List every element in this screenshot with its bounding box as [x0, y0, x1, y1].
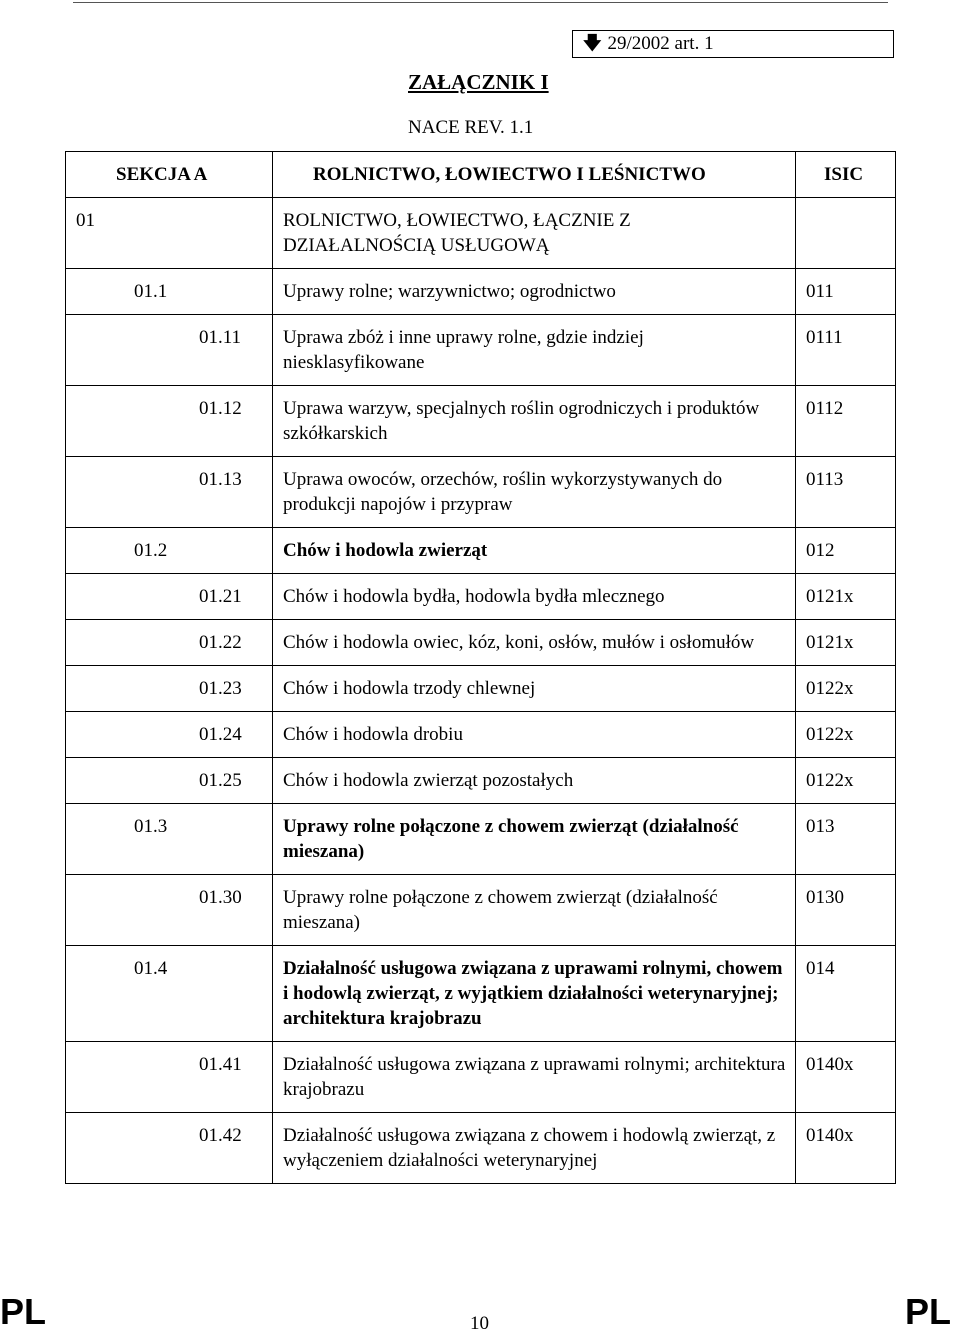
nace-code: 01.24 — [199, 724, 242, 745]
isic-code: 012 — [796, 528, 896, 574]
activity-description: Chów i hodowla bydła, hodowla bydła mlecznego — [273, 574, 796, 620]
nace-code: 01.2 — [134, 540, 168, 561]
activity-description: Chów i hodowla drobiu — [273, 712, 796, 758]
isic-code: 011 — [796, 269, 896, 315]
section-code: SEKCJA A — [116, 164, 208, 185]
code-cell — [66, 457, 273, 528]
activity-description: Uprawy rolne połączone z chowem zwierząt (działalność mieszana) — [273, 804, 796, 875]
table-row — [66, 875, 896, 946]
nace-code: 01.4 — [134, 958, 168, 979]
code-cell — [66, 198, 273, 269]
activity-description: Uprawa owoców, orzechów, roślin wykorzystywanych do produkcji napojów i przypraw — [273, 457, 796, 528]
classification-version: NACE REV. 1.1 — [408, 117, 534, 138]
nace-code: 01.41 — [199, 1054, 242, 1075]
activity-description: Chów i hodowla owiec, kóz, koni, osłów, mułów i osłomułów — [273, 620, 796, 666]
page-number: 10 — [470, 1313, 489, 1334]
isic-code: 0122x — [796, 666, 896, 712]
nace-code: 01.12 — [199, 398, 242, 419]
top-rule — [73, 2, 888, 3]
code-cell — [66, 666, 273, 712]
activity-description: Chów i hodowla zwierząt pozostałych — [273, 758, 796, 804]
table-row — [66, 574, 896, 620]
nace-code: 01.25 — [199, 770, 242, 791]
code-cell — [66, 528, 273, 574]
nace-classification-table — [65, 151, 896, 1184]
isic-code: 0140x — [796, 1042, 896, 1113]
table-row — [66, 269, 896, 315]
isic-code: 014 — [796, 946, 896, 1042]
code-cell — [66, 758, 273, 804]
amendment-reference-text: 29/2002 art. 1 — [607, 33, 714, 54]
code-cell — [66, 804, 273, 875]
isic-code: 0111 — [796, 315, 896, 386]
code-cell — [66, 875, 273, 946]
nace-code: 01.30 — [199, 887, 242, 908]
table-row — [66, 198, 896, 269]
footer-language-right: PL — [905, 1291, 952, 1332]
code-cell — [66, 946, 273, 1042]
isic-code: 0112 — [796, 386, 896, 457]
code-cell — [66, 269, 273, 315]
nace-code: 01.22 — [199, 632, 242, 653]
table-row — [66, 1113, 896, 1184]
nace-code: 01.3 — [134, 816, 168, 837]
table-row — [66, 528, 896, 574]
isic-code: 0130 — [796, 875, 896, 946]
annex-title: ZAŁĄCZNIK I — [408, 70, 549, 94]
isic-code: 0121x — [796, 574, 896, 620]
isic-code: 0121x — [796, 620, 896, 666]
code-cell — [66, 1113, 273, 1184]
activity-description: Chów i hodowla zwierząt — [273, 528, 796, 574]
activity-description: Działalność usługowa związana z uprawami rolnymi, chowem i hodowlą zwierząt, z wyjątkiem działalności weterynaryjnej; architektura krajobrazu — [273, 946, 796, 1042]
table-header-row — [66, 152, 896, 198]
table-row — [66, 315, 896, 386]
footer-language-left: PL — [0, 1291, 47, 1332]
code-cell — [66, 315, 273, 386]
activity-description: Działalność usługowa związana z chowem i hodowlą zwierząt, z wyłączeniem działalności weterynaryjnej — [273, 1113, 796, 1184]
section-code-cell — [66, 152, 273, 198]
activity-description: Uprawy rolne połączone z chowem zwierząt (działalność mieszana) — [273, 875, 796, 946]
table-row — [66, 666, 896, 712]
table-row — [66, 620, 896, 666]
code-cell — [66, 1042, 273, 1113]
amendment-reference — [572, 30, 894, 58]
isic-code: 0122x — [796, 758, 896, 804]
activity-description: ROLNICTWO, ŁOWIECTWO, ŁĄCZNIE Z DZIAŁALNOŚCIĄ USŁUGOWĄ — [273, 198, 796, 269]
isic-code — [796, 198, 896, 269]
section-title: ROLNICTWO, ŁOWIECTWO I LEŚNICTWO — [273, 152, 796, 198]
isic-header: ISIC — [796, 152, 896, 198]
isic-code: 0122x — [796, 712, 896, 758]
activity-description: Chów i hodowla trzody chlewnej — [273, 666, 796, 712]
table-row — [66, 386, 896, 457]
isic-code: 013 — [796, 804, 896, 875]
nace-code: 01 — [76, 210, 95, 231]
isic-code: 0140x — [796, 1113, 896, 1184]
table-row — [66, 804, 896, 875]
table-row — [66, 1042, 896, 1113]
table-row — [66, 457, 896, 528]
table-row — [66, 946, 896, 1042]
table-row — [66, 712, 896, 758]
nace-code: 01.23 — [199, 678, 242, 699]
activity-description: Działalność usługowa związana z uprawami rolnymi; architektura krajobrazu — [273, 1042, 796, 1113]
code-cell — [66, 574, 273, 620]
code-cell — [66, 620, 273, 666]
nace-code: 01.1 — [134, 281, 168, 302]
nace-code: 01.11 — [199, 327, 242, 348]
activity-description: Uprawa zbóż i inne uprawy rolne, gdzie indziej niesklasyfikowane — [273, 315, 796, 386]
isic-code: 0113 — [796, 457, 896, 528]
code-cell — [66, 386, 273, 457]
table-row — [66, 758, 896, 804]
nace-code: 01.21 — [199, 586, 242, 607]
nace-code: 01.13 — [199, 469, 242, 490]
arrow-down-icon: 🡇 — [583, 33, 602, 54]
activity-description: Uprawa warzyw, specjalnych roślin ogrodniczych i produktów szkółkarskich — [273, 386, 796, 457]
code-cell — [66, 712, 273, 758]
activity-description: Uprawy rolne; warzywnictwo; ogrodnictwo — [273, 269, 796, 315]
nace-code: 01.42 — [199, 1125, 242, 1146]
